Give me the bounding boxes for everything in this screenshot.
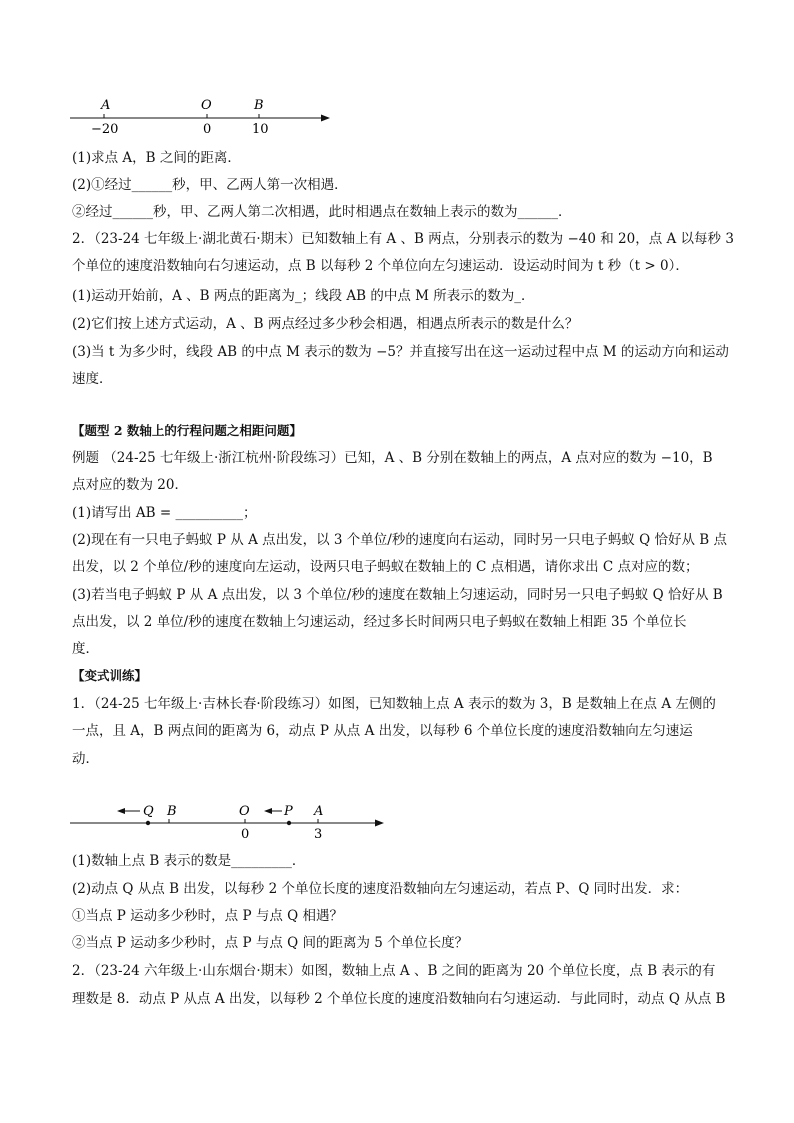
problem2-q1: (1)运动开始前，A 、B 两点的距离为_；线段 AB 的中点 M 所表示的数为_． (72, 288, 535, 304)
tick-value-o: 0 (203, 122, 212, 137)
training1-q1: (1)数轴上点 B 表示的数是_________． (72, 853, 306, 869)
example-q3-line1: (3)若当电子蚂蚁 P 从 A 点出发，以 3 个单位/秒的速度在数轴上匀速运动，同时另一只电子蚂蚁 Q 恰好从 B (72, 587, 723, 603)
point-label-b: B (254, 98, 264, 113)
number-line-figure-1 (66, 92, 338, 138)
problem2-stem-line1: 2．（23-24 七年级上·湖北黄石·期末）已知数轴上有 A 、B 两点，分别表示的数为 −40 和 20，点 A 以每秒 3 (72, 231, 734, 247)
training1-q2b: ②当点 P 运动多少秒时，点 P 与点 Q 间的距离为 5 个单位长度？ (72, 935, 469, 951)
example-line1: 例题 （24-25 七年级上·浙江杭州·阶段练习）已知，A 、B 分别在数轴上的两点，A 点对应的数为 −10，B (72, 450, 713, 466)
example-line2: 点对应的数为 20． (72, 477, 188, 493)
tick-value-a2: 3 (314, 827, 323, 842)
point-label-a: A (101, 98, 111, 113)
training1-q2a: ①当点 P 运动多少秒时，点 P 与点 Q 相遇？ (72, 908, 343, 924)
tick-value-o2: 0 (241, 827, 250, 842)
problem2-q3-line1: (3)当 t 为多少时，线段 AB 的中点 M 表示的数为 −5？并直接写出在这一运动过程中点 M 的运动方向和运动 (72, 344, 729, 360)
point-label-b2: B (167, 804, 177, 819)
number-line-figure-2 (66, 798, 396, 844)
training1-line1: 1．（24-25 七年级上·吉林长春·阶段练习）如图，已知数轴上点 A 表示的数为 3，B 是数轴上在点 A 左侧的 (72, 696, 716, 712)
point-label-o: O (201, 98, 212, 113)
point-label-q: Q (143, 804, 154, 819)
training2-line1: 2．（23-24 六年级上·山东烟台·期末）如图，数轴上点 A 、B 之间的距离为 20 个单位长度，点 B 表示的有 (72, 963, 716, 979)
point-label-o2: O (239, 804, 250, 819)
training2-line2: 理数是 8．动点 P 从点 A 出发，以每秒 2 个单位长度的速度沿数轴向右匀速运动．与此同时，动点 Q 从点 B (72, 991, 726, 1007)
section-title-training: 【变式训练】 (72, 668, 148, 683)
problem1-q3: ②经过______秒，甲、乙两人第二次相遇，此时相遇点在数轴上表示的数为______． (72, 204, 572, 220)
example-q1: (1)请写出 AB = __________； (72, 505, 257, 521)
example-q2-line2: 出发，以 2 个单位/秒的速度向左运动，设两只电子蚂蚁在数轴上的 C 点相遇，请你求出 C 点对应的数； (72, 559, 699, 575)
section-title-type2: 【题型 2 数轴上的行程问题之相距问题】 (72, 423, 302, 438)
example-q3-line2: 点出发，以 2 单位/秒的速度在数轴上匀速运动，经过多长时间两只电子蚂蚁在数轴上相距 35 个单位长 (72, 614, 687, 630)
problem2-q3-line2: 速度． (72, 371, 113, 387)
example-q2-line1: (2)现在有一只电子蚂蚁 P 从 A 点出发，以 3 个单位/秒的速度向右运动，同时另一只电子蚂蚁 Q 恰好从 B 点 (72, 532, 727, 548)
problem2-stem-line2: 个单位的速度沿数轴向右匀速运动，点 B 以每秒 2 个单位向左匀速运动．设运动时间为 t 秒（t > 0）． (72, 258, 689, 274)
tick-value-b: 10 (252, 122, 269, 137)
tick-value-a: −20 (91, 122, 119, 137)
example-q3-line3: 度． (72, 641, 99, 657)
problem1-q2: (2)①经过______秒，甲、乙两人第一次相遇． (72, 177, 348, 193)
problem2-q2: (2)它们按上述方式运动，A 、B 两点经过多少秒会相遇，相遇点所表示的数是什么？ (72, 316, 579, 332)
training1-q2: (2)动点 Q 从点 B 出发，以每秒 2 个单位长度的速度沿数轴向左匀速运动，若点 P、Q 同时出发．求： (72, 881, 689, 897)
training1-line2: 一点，且 A，B 两点间的距离为 6，动点 P 从点 A 出发，以每秒 6 个单位长度的速度沿数轴向左匀速运 (72, 723, 693, 739)
problem1-q1: (1)求点 A，B 之间的距离． (72, 150, 241, 166)
point-label-p: P (284, 804, 293, 819)
point-label-a2: A (314, 804, 324, 819)
training1-line3: 动． (72, 751, 99, 767)
